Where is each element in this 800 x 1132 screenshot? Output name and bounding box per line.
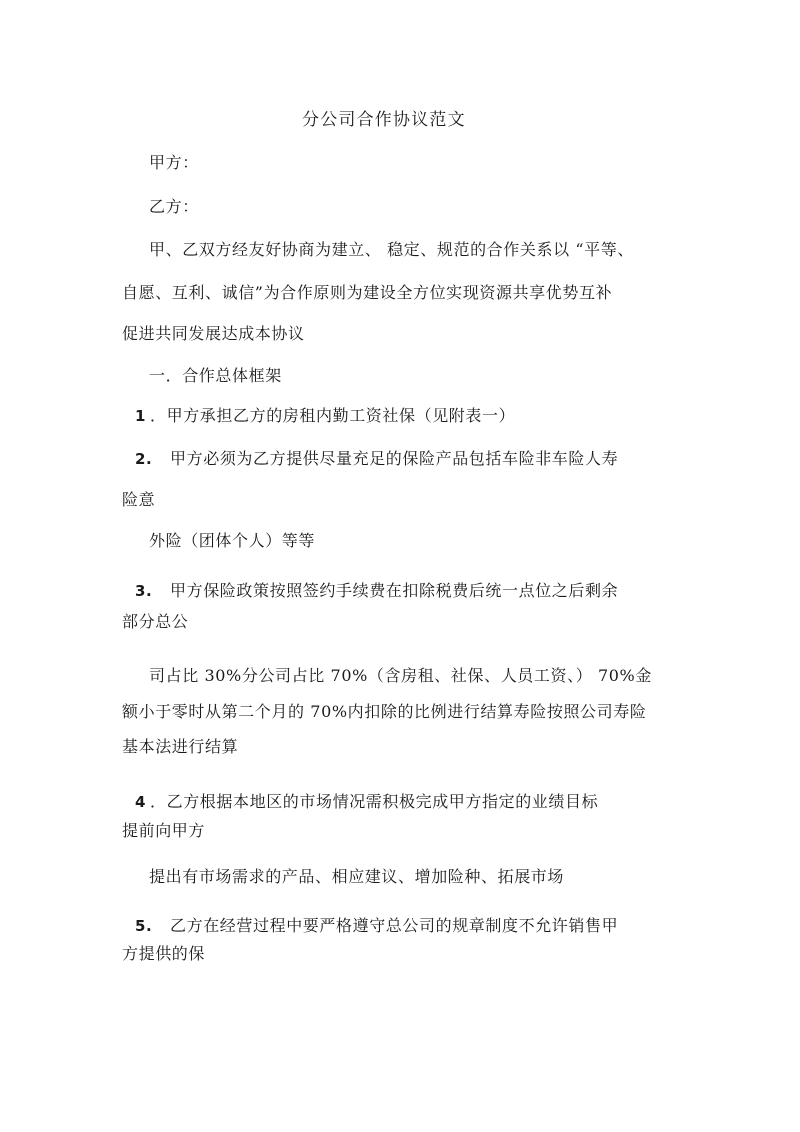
item-5-number: 5. [135, 917, 153, 935]
item-3-line-2: 部分总公 [122, 612, 189, 631]
party-a-label: 甲方： [149, 153, 199, 172]
party-b-label: 乙方： [149, 197, 199, 216]
item-2-line-1: 甲方必须为乙方提供尽量充足的保险产品包括车险非车险人寿 [170, 449, 619, 468]
intro-line-1: 甲、乙双方经友好协商为建立、 稳定、规范的合作关系以 “平等、 [149, 240, 634, 259]
item-2-line-3: 外险（团体个人）等等 [149, 531, 316, 550]
item-3-line-5: 基本法进行结算 [122, 737, 239, 756]
item-5-line-1: 乙方在经营过程中要严格遵守总公司的规章制度不允许销售甲 [170, 916, 619, 935]
item-2-number: 2. [135, 450, 153, 468]
intro-line-2: 自愿、互利、诚信”为合作原则为建设全方位实现资源共享优势互补 [122, 283, 613, 302]
item-2-line-2: 险意 [122, 490, 156, 509]
item-4-line-2: 提前向甲方 [122, 821, 206, 840]
intro-line-3: 促进共同发展达成本协议 [122, 324, 305, 343]
item-3-line-4: 额小于零时从第二个月的 70%内扣除的比例进行结算寿险按照公司寿险 [122, 702, 647, 721]
item-1-number: 1 [135, 407, 147, 425]
item-1-line-1: ．甲方承担乙方的房租内勤工资社保（见附表一） [150, 406, 516, 425]
item-4-line-1: ．乙方根据本地区的市场情况需积极完成甲方指定的业绩目标 [150, 792, 599, 811]
item-3-line-1: 甲方保险政策按照签约手续费在扣除税费后统一点位之后剩余 [170, 581, 619, 600]
document-title: 分公司合作协议范文 [302, 110, 466, 130]
item-4-number: 4 [135, 793, 147, 811]
item-3-line-3: 司占比 30%分公司占比 70%（含房租、社保、人员工资、） 70%金 [149, 666, 652, 685]
item-5-line-2: 方提供的保 [122, 944, 206, 963]
item-3-number: 3. [135, 582, 153, 600]
item-4-line-3: 提出有市场需求的产品、相应建议、增加险种、拓展市场 [149, 867, 565, 886]
section-heading: 一．合作总体框架 [149, 366, 282, 385]
